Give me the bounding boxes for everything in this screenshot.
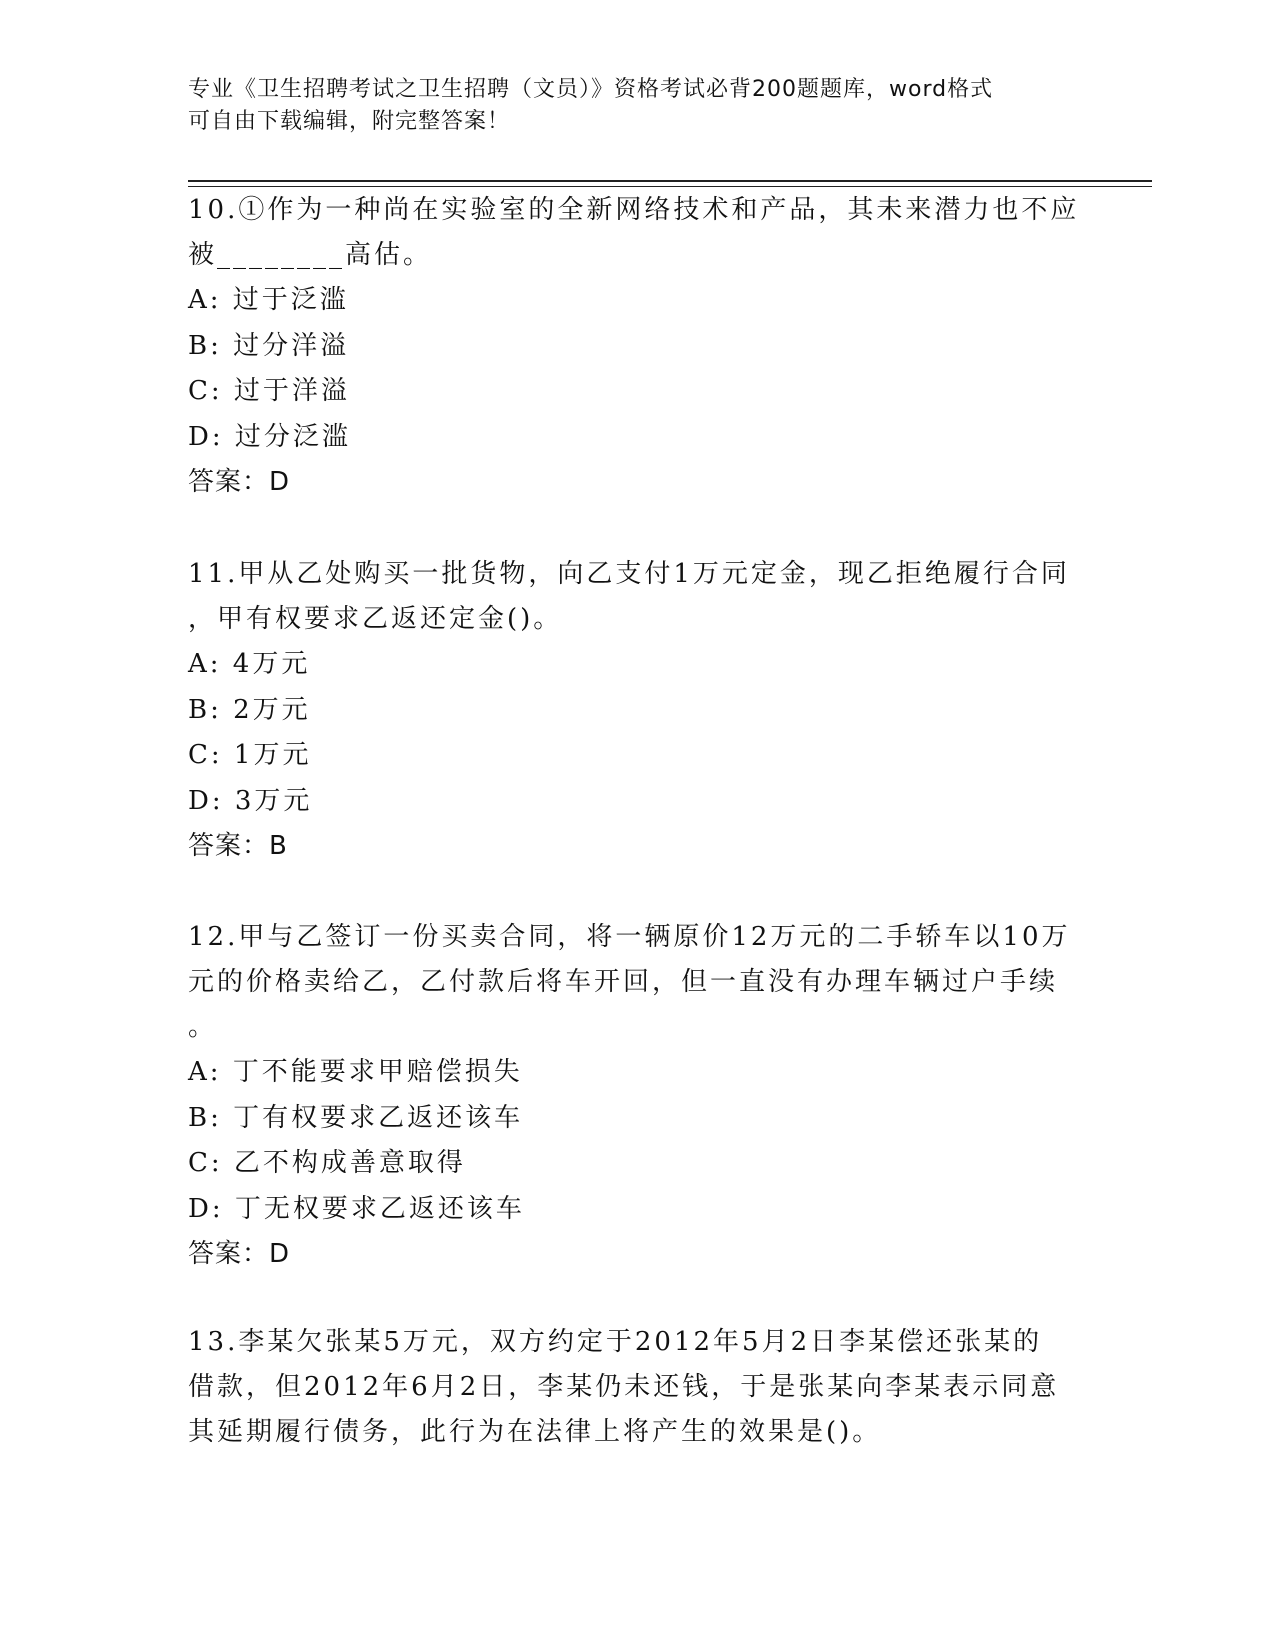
answer-line: 答案：D bbox=[188, 1239, 291, 1269]
stem-line: 11.甲从乙处购买一批货物，向乙支付1万元定金，现乙拒绝履行合同 bbox=[188, 559, 1070, 589]
stem-line: ，甲有权要求乙返还定金()。 bbox=[188, 604, 563, 634]
option-c: C: 乙不构成善意取得 bbox=[188, 1148, 466, 1178]
question-stem bbox=[188, 552, 1088, 642]
header-divider-thick bbox=[188, 180, 1152, 182]
stem-line: 。 bbox=[188, 1012, 218, 1042]
option-a: A: 过于泛滥 bbox=[188, 285, 349, 315]
header-title-line-1: 专业《卫生招聘考试之卫生招聘（文员）》资格考试必背200题题库，word格式 bbox=[188, 77, 994, 102]
question-stem bbox=[188, 1320, 1088, 1455]
question-stem bbox=[188, 188, 1088, 278]
option-b: B: 2万元 bbox=[188, 694, 311, 725]
option-c: C: 1万元 bbox=[188, 740, 312, 770]
option-d: D: 丁无权要求乙返还该车 bbox=[188, 1193, 525, 1224]
stem-line: 12.甲与乙签订一份买卖合同，将一辆原价12万元的二手轿车以10万 bbox=[188, 922, 1071, 952]
option-d: D: 过分泛滥 bbox=[188, 421, 351, 452]
option-a: A: 丁不能要求甲赔偿损失 bbox=[188, 1057, 523, 1087]
stem-line: 其延期履行债务，此行为在法律上将产生的效果是()。 bbox=[188, 1417, 882, 1447]
question-10 bbox=[188, 188, 1088, 505]
option-b: B: 丁有权要求乙返还该车 bbox=[188, 1102, 524, 1133]
stem-line: 被________高估。 bbox=[188, 240, 433, 270]
option-a: A: 4万元 bbox=[188, 649, 311, 679]
stem-line: 13.李某欠张某5万元，双方约定于2012年5月2日李某偿还张某的 bbox=[188, 1327, 1043, 1357]
option-c: C: 过于洋溢 bbox=[188, 376, 350, 406]
question-stem bbox=[188, 915, 1088, 1050]
question-12 bbox=[188, 915, 1088, 1277]
option-d: D: 3万元 bbox=[188, 785, 313, 816]
answer-line: 答案：B bbox=[188, 831, 288, 861]
header-divider-thin bbox=[188, 186, 1152, 187]
question-11 bbox=[188, 552, 1088, 869]
header-title-line-2: 可自由下载编辑，附完整答案！ bbox=[188, 109, 511, 134]
answer-line: 答案：D bbox=[188, 467, 291, 497]
stem-line: 10.①作为一种尚在实验室的全新网络技术和产品，其未来潜力也不应 bbox=[188, 195, 1080, 225]
stem-line: 借款，但2012年6月2日，李某仍未还钱，于是张某向李某表示同意 bbox=[188, 1372, 1060, 1402]
stem-line: 元的价格卖给乙，乙付款后将车开回，但一直没有办理车辆过户手续 bbox=[188, 967, 1059, 997]
document-header bbox=[188, 74, 1088, 138]
question-13 bbox=[188, 1320, 1088, 1455]
option-b: B: 过分洋溢 bbox=[188, 330, 350, 361]
